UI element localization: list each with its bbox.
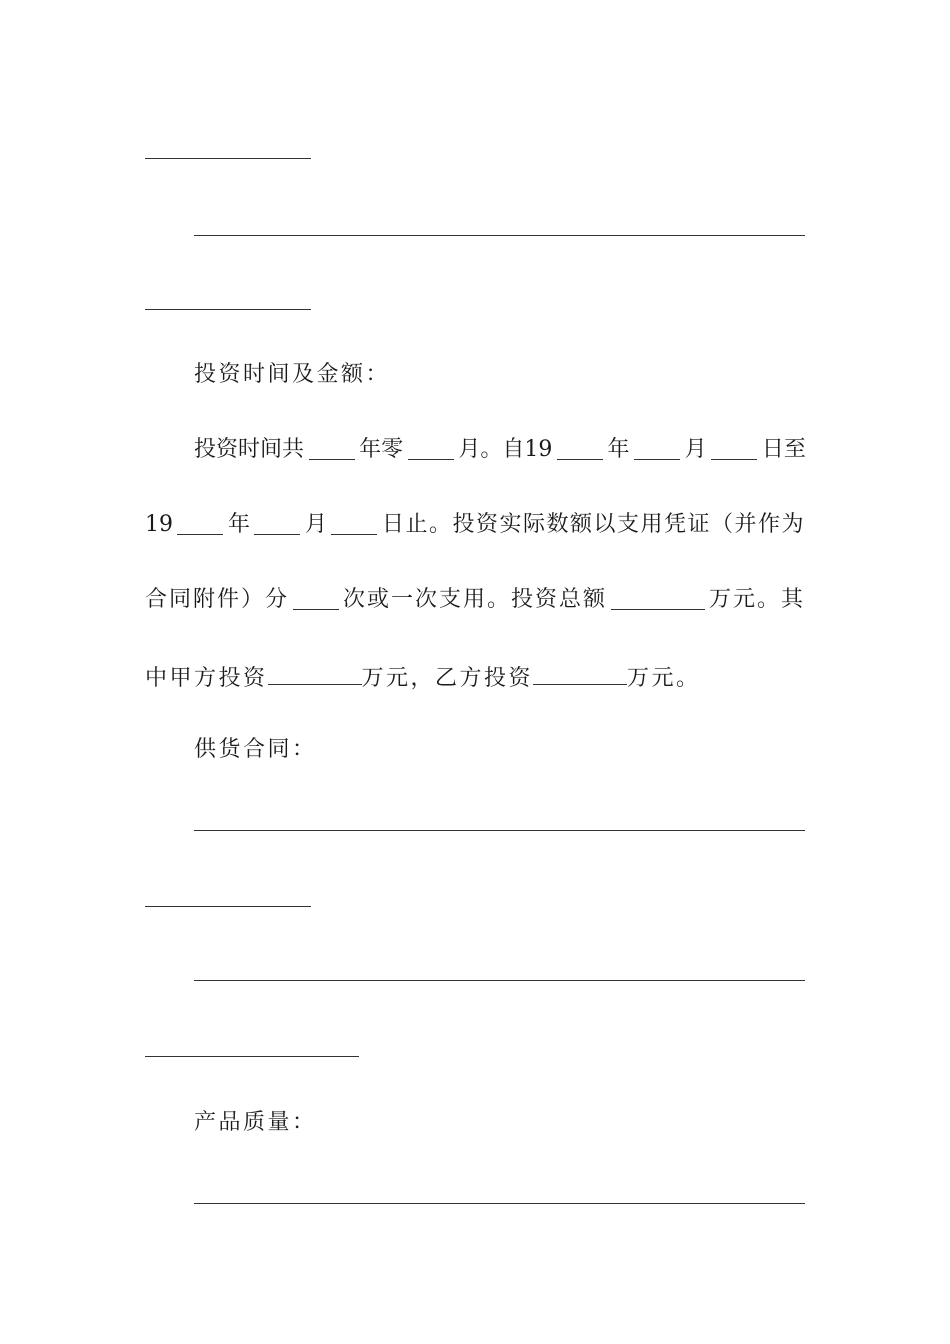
fill-blank-start-month[interactable] (634, 435, 680, 460)
fill-blank-installments[interactable] (293, 585, 339, 610)
fill-blank-start-day[interactable] (711, 435, 757, 460)
investment-heading: 投资时间及金额： (194, 362, 391, 387)
fill-blank-end-month[interactable] (254, 510, 300, 535)
blank-line (194, 830, 805, 831)
product-quality-heading: 产品质量： (194, 1110, 317, 1135)
blank-line (145, 309, 311, 310)
investment-text-line-2: 19 年 月 日止。投资实际数额以支用凭证（并作为 (145, 512, 805, 537)
fill-blank-total-amount[interactable] (611, 585, 705, 610)
investment-text-line-4: 中甲方投资 万元，乙方投资 万元。 (145, 660, 805, 694)
blank-line (145, 1056, 359, 1057)
fill-blank-months[interactable] (408, 435, 454, 460)
supply-contract-heading: 供货合同： (194, 737, 317, 762)
blank-line (194, 235, 805, 236)
blank-line (194, 980, 805, 981)
investment-text-line-3: 合同附件）分 次或一次支用。投资总额 万元。其 (145, 587, 805, 612)
fill-blank-party-a-amount[interactable] (268, 660, 362, 685)
investment-text-line-1: 投资时间共 年零 月。自19 年 月 日至 (194, 437, 806, 462)
fill-blank-years[interactable] (309, 435, 355, 460)
blank-line (145, 906, 311, 907)
fill-blank-party-b-amount[interactable] (533, 660, 627, 685)
fill-blank-start-year[interactable] (557, 435, 603, 460)
fill-blank-end-year[interactable] (177, 510, 223, 535)
blank-line (145, 158, 311, 159)
blank-line (194, 1203, 805, 1204)
fill-blank-end-day[interactable] (331, 510, 377, 535)
